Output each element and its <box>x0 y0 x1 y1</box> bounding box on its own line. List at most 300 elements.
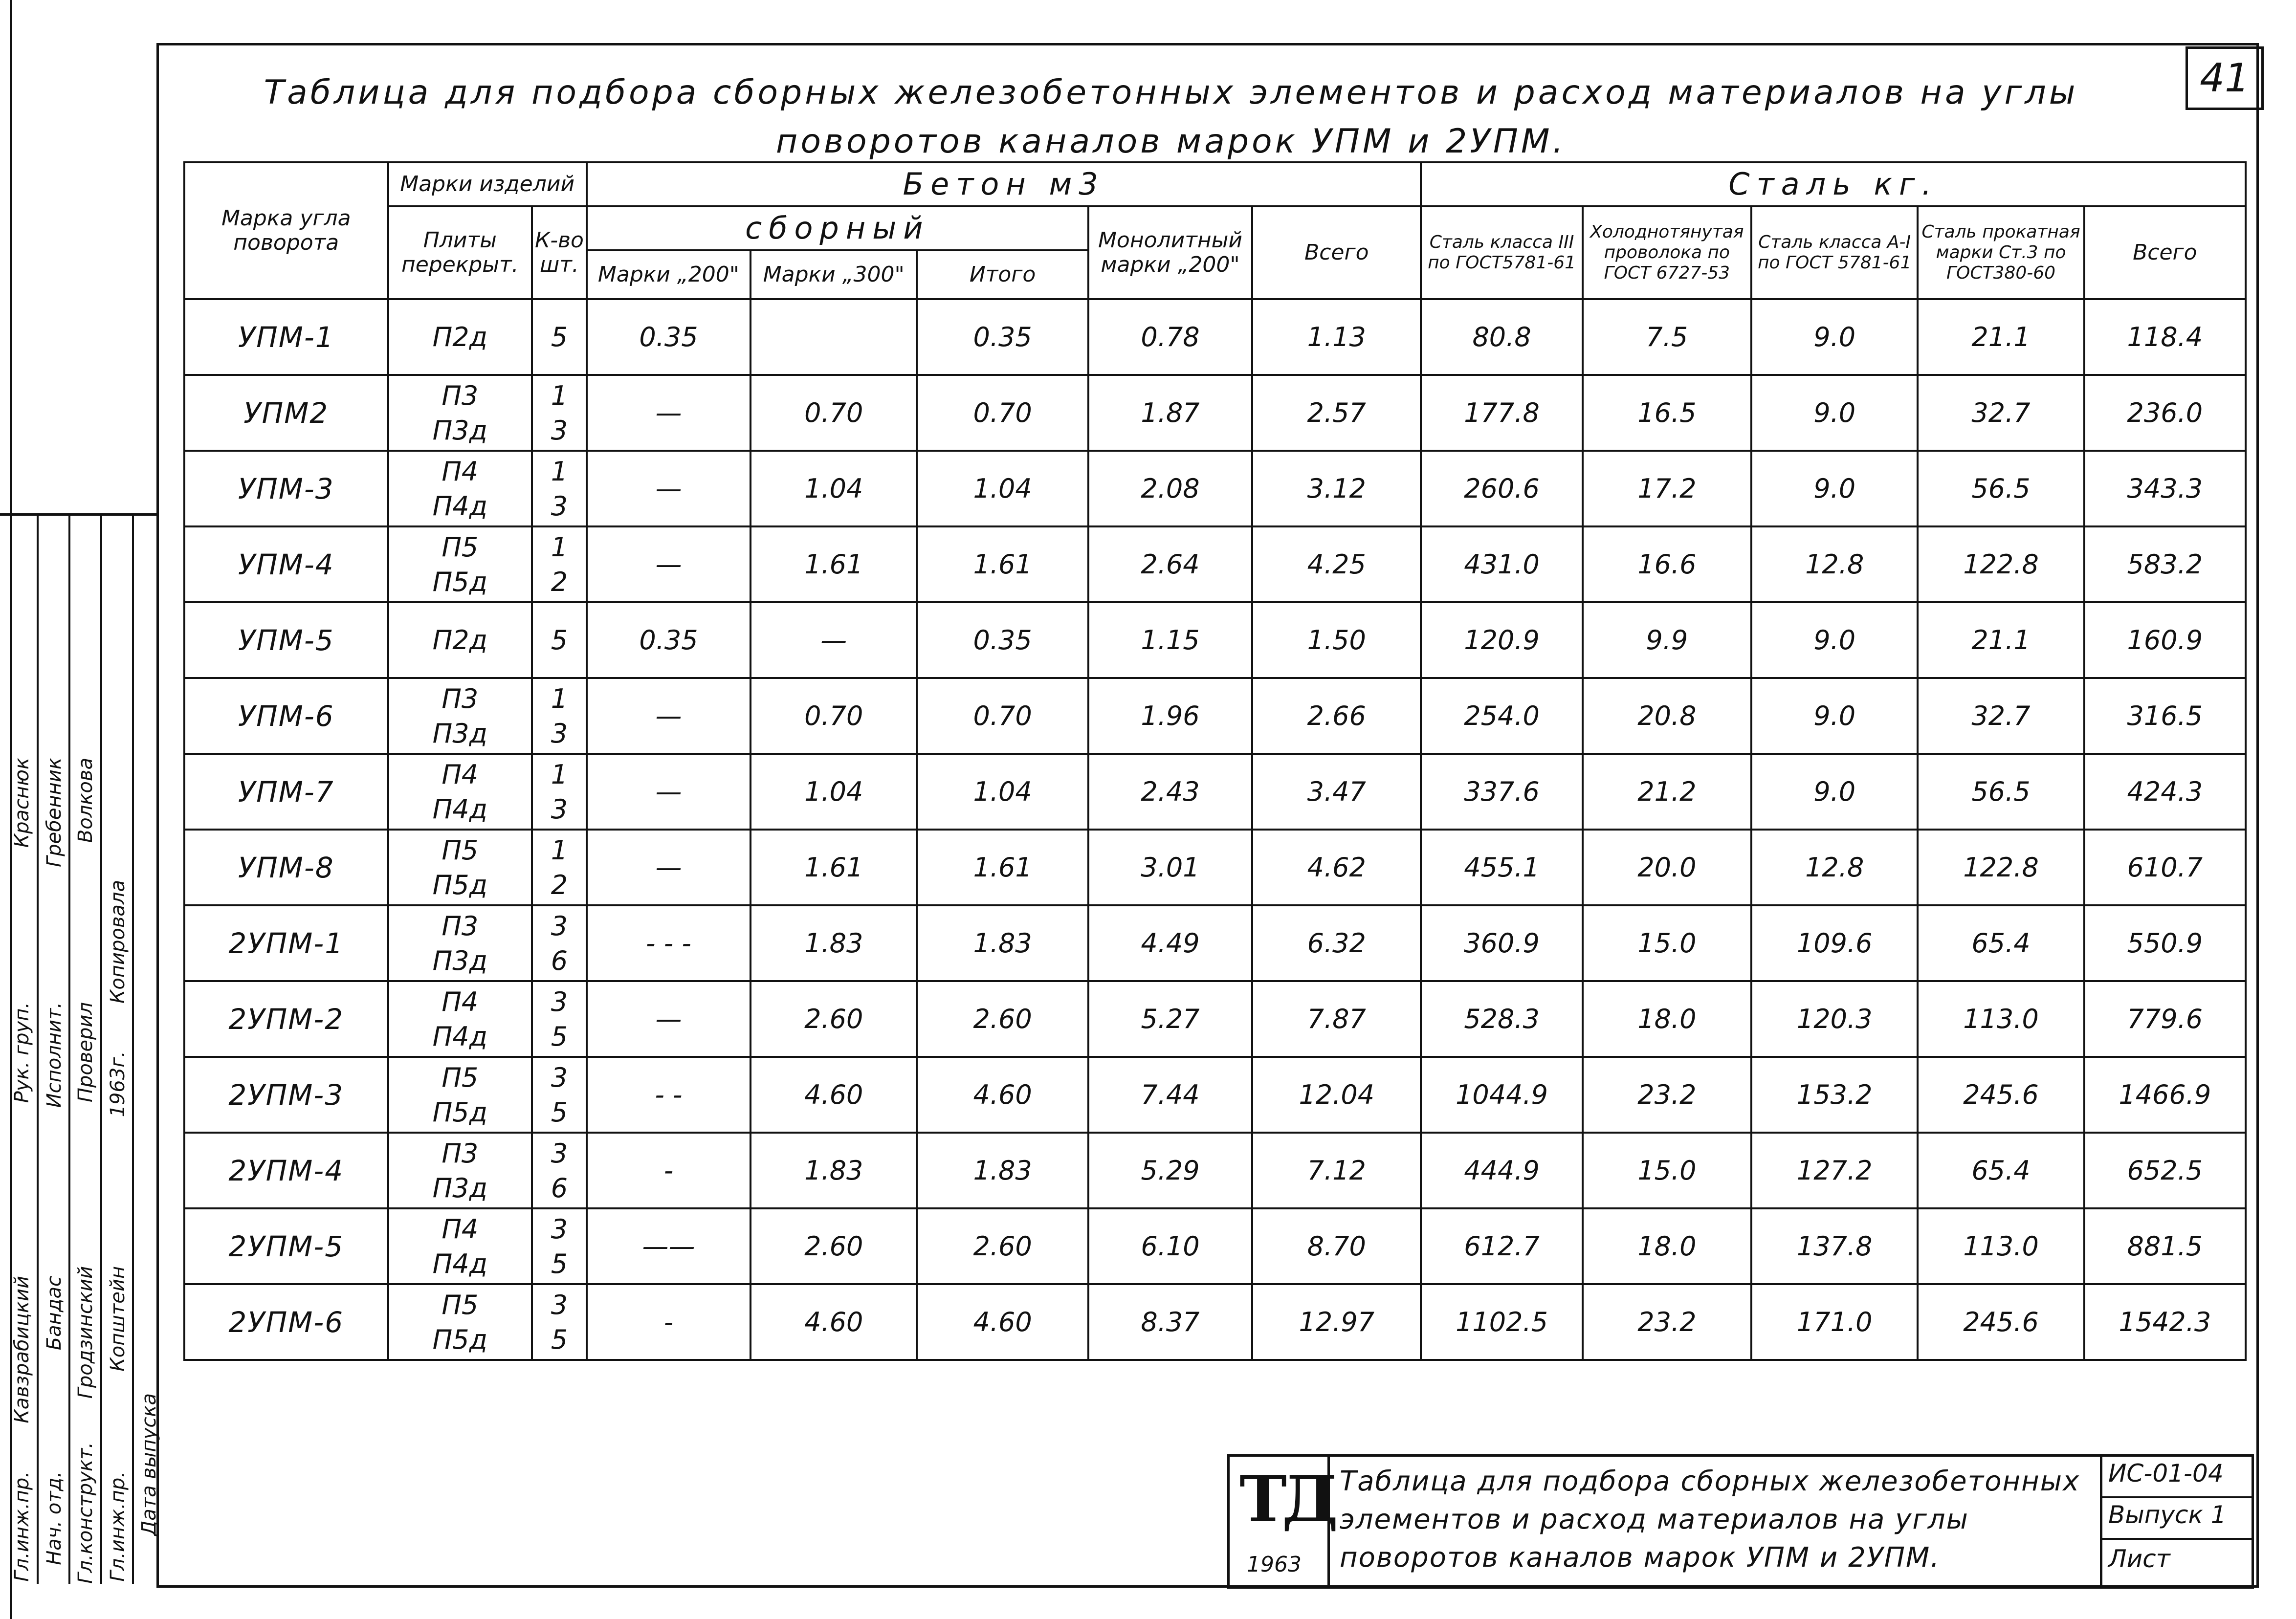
cell-beton-monolit: 2.43 <box>1088 754 1252 830</box>
cell-beton-itogo: 1.61 <box>917 830 1088 905</box>
cell-qty <box>532 602 587 678</box>
table-row <box>184 1057 2246 1133</box>
cell-stal-holodno: 21.2 <box>1583 754 1751 830</box>
plate-mark: П4 <box>442 986 479 1017</box>
table-row <box>184 905 2246 981</box>
cell-mark: УПМ-5 <box>184 602 388 678</box>
cell-beton-marki-300: 4.60 <box>751 1057 917 1133</box>
cell-mark: 2УПМ-5 <box>184 1208 388 1284</box>
cell-beton-marki-300: 2.60 <box>751 1208 917 1284</box>
cell-stal-iii: 120.9 <box>1421 602 1582 678</box>
stamp-title: Таблица для подбора сборных железобетонных элементов и расход материалов на углы поворотов каналов марок УПМ и 2УПМ. <box>1340 1466 2080 1574</box>
cell-beton-monolit: 1.87 <box>1088 375 1252 451</box>
header-marki-200: Марки „200" <box>587 250 751 299</box>
cell-stal-holodno: 16.6 <box>1583 526 1751 602</box>
cell-stal-ai: 127.2 <box>1751 1133 1918 1208</box>
materials-table <box>183 161 2247 1361</box>
cell-stal-iii: 177.8 <box>1421 375 1582 451</box>
plate-mark: П2д <box>432 625 487 656</box>
cell-beton-vsego: 2.57 <box>1252 375 1421 451</box>
table-row <box>184 526 2246 602</box>
side-name-6: Гродзинский <box>74 1266 97 1399</box>
cell-stal-vsego: 779.6 <box>2084 981 2246 1057</box>
cell-beton-itogo: 0.35 <box>917 602 1088 678</box>
cell-stal-ai: 9.0 <box>1751 678 1918 754</box>
cell-plates <box>388 526 532 602</box>
cell-stal-vsego: 118.4 <box>2084 299 2246 375</box>
plate-qty: 3 <box>551 1213 568 1245</box>
cell-stal-vsego: 343.3 <box>2084 451 2246 526</box>
side-role-8: Гл.инж.пр. <box>107 1471 129 1582</box>
cell-mark: 2УПМ-6 <box>184 1284 388 1360</box>
header-prokat: Сталь прокатная марки Ст.3 по ГОСТ380-60 <box>1918 206 2084 299</box>
cell-qty <box>532 981 587 1057</box>
cell-mark: 2УПМ-2 <box>184 981 388 1057</box>
cell-beton-marki-200: — <box>587 526 751 602</box>
plate-mark: П3д <box>432 1172 487 1203</box>
cell-stal-ai: 12.8 <box>1751 830 1918 905</box>
cell-stal-holodno: 16.5 <box>1583 375 1751 451</box>
cell-beton-marki-200: - - <box>587 1057 751 1133</box>
side-divider <box>100 513 102 1584</box>
cell-stal-holodno: 7.5 <box>1583 299 1751 375</box>
plate-mark: П4д <box>432 793 487 825</box>
cell-stal-ai: 9.0 <box>1751 754 1918 830</box>
cell-stal-prokat: 21.1 <box>1918 602 2084 678</box>
cell-beton-marki-200: 0.35 <box>587 602 751 678</box>
side-divider <box>37 513 39 1584</box>
side-role-7: Гл.конструкт. <box>74 1442 97 1584</box>
side-year: 1963г. <box>107 1051 129 1117</box>
plate-qty: 3 <box>551 718 568 749</box>
plate-qty: 6 <box>551 1172 568 1203</box>
cell-mark: 2УПМ-4 <box>184 1133 388 1208</box>
cell-stal-prokat: 245.6 <box>1918 1057 2084 1133</box>
cell-beton-vsego: 7.12 <box>1252 1133 1421 1208</box>
cell-plates <box>388 981 532 1057</box>
cell-beton-monolit: 0.78 <box>1088 299 1252 375</box>
stamp-codes <box>2100 1457 2254 1586</box>
table-row <box>184 375 2246 451</box>
cell-stal-holodno: 15.0 <box>1583 905 1751 981</box>
cell-plates <box>388 905 532 981</box>
header-stal-iii: Сталь класса III по ГОСТ5781-61 <box>1421 206 1582 299</box>
cell-stal-prokat: 65.4 <box>1918 905 2084 981</box>
cell-stal-iii: 528.3 <box>1421 981 1582 1057</box>
cell-beton-marki-200: 0.35 <box>587 299 751 375</box>
cell-stal-prokat: 122.8 <box>1918 830 2084 905</box>
plate-mark: П3 <box>442 910 479 941</box>
table-row <box>184 830 2246 905</box>
header-sbornyi: сборный <box>587 206 1088 250</box>
table-row <box>184 754 2246 830</box>
cell-beton-marki-300 <box>751 299 917 375</box>
plate-mark: П3 <box>442 683 479 714</box>
document-code: ИС-01-04 <box>2102 1459 2254 1498</box>
cell-beton-vsego: 4.62 <box>1252 830 1421 905</box>
side-name-7: Копштейн <box>107 1266 129 1372</box>
header-marki-izdeliy: Марки изделий <box>388 162 587 206</box>
sheet-label: Лист <box>2108 1545 2170 1573</box>
cell-mark: УПМ-8 <box>184 830 388 905</box>
plate-qty: 1 <box>551 683 568 714</box>
cell-plates <box>388 830 532 905</box>
cell-qty <box>532 905 587 981</box>
cell-beton-vsego: 1.50 <box>1252 602 1421 678</box>
cell-stal-iii: 254.0 <box>1421 678 1582 754</box>
header-stal: Сталь кг. <box>1421 162 2246 206</box>
cell-qty <box>532 678 587 754</box>
cell-plates <box>388 299 532 375</box>
cell-stal-vsego: 583.2 <box>2084 526 2246 602</box>
logo-letters: ТД <box>1239 1462 1334 1536</box>
cell-stal-vsego: 160.9 <box>2084 602 2246 678</box>
cell-qty <box>532 299 587 375</box>
cell-beton-monolit: 5.27 <box>1088 981 1252 1057</box>
cell-stal-vsego: 652.5 <box>2084 1133 2246 1208</box>
side-name-3: Волкова <box>74 758 97 843</box>
cell-stal-ai: 9.0 <box>1751 451 1918 526</box>
table-row <box>184 1133 2246 1208</box>
cell-stal-ai: 171.0 <box>1751 1284 1918 1360</box>
header-kolvo: К-во шт. <box>532 206 587 299</box>
cell-beton-marki-200: - - - <box>587 905 751 981</box>
cell-beton-itogo: 1.83 <box>917 905 1088 981</box>
sheet-number: 41 <box>2186 46 2264 110</box>
cell-stal-ai: 109.6 <box>1751 905 1918 981</box>
cell-beton-vsego: 6.32 <box>1252 905 1421 981</box>
plate-mark: П3д <box>432 415 487 446</box>
cell-stal-iii: 612.7 <box>1421 1208 1582 1284</box>
cell-plates <box>388 1057 532 1133</box>
cell-beton-monolit: 7.44 <box>1088 1057 1252 1133</box>
cell-stal-vsego: 236.0 <box>2084 375 2246 451</box>
side-name-2: Гребенник <box>43 758 66 868</box>
cell-beton-marki-300: 1.04 <box>751 754 917 830</box>
cell-beton-itogo: 4.60 <box>917 1057 1088 1133</box>
publisher-logo <box>1230 1457 1334 1586</box>
side-role-3: Проверил <box>74 1002 97 1103</box>
cell-beton-vsego: 12.97 <box>1252 1284 1421 1360</box>
cell-qty <box>532 1284 587 1360</box>
cell-beton-marki-200: —— <box>587 1208 751 1284</box>
cell-qty <box>532 451 587 526</box>
signature-block <box>0 513 160 1589</box>
plate-qty: 2 <box>551 869 568 900</box>
title-line-2: поворотов каналов марок УПМ и 2УПМ. <box>775 122 1567 161</box>
plate-qty: 5 <box>551 1248 568 1279</box>
cell-stal-vsego: 1466.9 <box>2084 1057 2246 1133</box>
table-row <box>184 1284 2246 1360</box>
cell-plates <box>388 602 532 678</box>
cell-beton-monolit: 5.29 <box>1088 1133 1252 1208</box>
cell-stal-prokat: 21.1 <box>1918 299 2084 375</box>
cell-stal-vsego: 1542.3 <box>2084 1284 2246 1360</box>
plate-qty: 3 <box>551 793 568 825</box>
plate-mark: П4д <box>432 490 487 522</box>
header-marki-300: Марки „300" <box>751 250 917 299</box>
side-role-1: Рук. груп. <box>11 1002 33 1103</box>
cell-qty <box>532 1057 587 1133</box>
cell-stal-holodno: 20.8 <box>1583 678 1751 754</box>
cell-beton-marki-200: — <box>587 375 751 451</box>
cell-beton-vsego: 2.66 <box>1252 678 1421 754</box>
side-name-1: Краснюк <box>11 758 33 848</box>
plate-qty: 5 <box>551 1021 568 1052</box>
cell-stal-iii: 431.0 <box>1421 526 1582 602</box>
table-row <box>184 981 2246 1057</box>
cell-stal-iii: 260.6 <box>1421 451 1582 526</box>
header-beton: Бетон м3 <box>587 162 1421 206</box>
cell-qty <box>532 754 587 830</box>
cell-beton-marki-300: — <box>751 602 917 678</box>
cell-mark: 2УПМ-3 <box>184 1057 388 1133</box>
plate-mark: П3 <box>442 380 479 411</box>
cell-qty <box>532 1208 587 1284</box>
cell-qty <box>532 1133 587 1208</box>
side-role-4: Копировала <box>107 880 129 1004</box>
cell-beton-marki-300: 1.61 <box>751 830 917 905</box>
cell-beton-marki-300: 1.83 <box>751 1133 917 1208</box>
cell-plates <box>388 1284 532 1360</box>
cell-stal-holodno: 15.0 <box>1583 1133 1751 1208</box>
cell-beton-marki-200: - <box>587 1133 751 1208</box>
table-row <box>184 451 2246 526</box>
table-body <box>184 299 2246 1360</box>
plate-qty: 1 <box>551 531 568 563</box>
cell-plates <box>388 1208 532 1284</box>
cell-stal-iii: 337.6 <box>1421 754 1582 830</box>
cell-beton-itogo: 1.61 <box>917 526 1088 602</box>
cell-beton-monolit: 2.64 <box>1088 526 1252 602</box>
plate-qty: 3 <box>551 415 568 446</box>
side-divider <box>132 513 134 1584</box>
cell-beton-itogo: 2.60 <box>917 1208 1088 1284</box>
cell-stal-iii: 455.1 <box>1421 830 1582 905</box>
plate-qty: 5 <box>551 1324 568 1355</box>
cell-stal-iii: 360.9 <box>1421 905 1582 981</box>
cell-mark: 2УПМ-1 <box>184 905 388 981</box>
plate-qty: 1 <box>551 834 568 866</box>
cell-beton-vsego: 12.04 <box>1252 1057 1421 1133</box>
cell-stal-vsego: 424.3 <box>2084 754 2246 830</box>
plate-mark: П4 <box>442 759 479 790</box>
cell-stal-holodno: 9.9 <box>1583 602 1751 678</box>
plate-qty: 3 <box>551 1289 568 1320</box>
cell-beton-itogo: 1.83 <box>917 1133 1088 1208</box>
plate-mark: П3д <box>432 945 487 976</box>
cell-plates <box>388 375 532 451</box>
cell-beton-vsego: 4.25 <box>1252 526 1421 602</box>
cell-beton-itogo: 1.04 <box>917 451 1088 526</box>
plate-mark: П5 <box>442 531 479 563</box>
table-row <box>184 602 2246 678</box>
side-role-5: Гл.инж.пр. <box>11 1471 33 1582</box>
cell-beton-itogo: 0.70 <box>917 678 1088 754</box>
header-marka: Марка угла поворота <box>184 162 388 299</box>
header-stal-ai: Сталь класса А-I по ГОСТ 5781-61 <box>1751 206 1918 299</box>
plate-mark: П5д <box>432 869 487 900</box>
cell-stal-vsego: 610.7 <box>2084 830 2246 905</box>
header-vsego-beton: Всего <box>1252 206 1421 299</box>
cell-beton-marki-200: — <box>587 451 751 526</box>
cell-beton-vsego: 1.13 <box>1252 299 1421 375</box>
cell-stal-holodno: 23.2 <box>1583 1057 1751 1133</box>
cell-beton-marki-300: 4.60 <box>751 1284 917 1360</box>
plate-qty: 5 <box>551 625 568 656</box>
side-role-9: Дата выпуска <box>138 1393 160 1536</box>
cell-stal-vsego: 550.9 <box>2084 905 2246 981</box>
cell-stal-ai: 9.0 <box>1751 299 1918 375</box>
side-role-2: Исполнит. <box>43 1002 66 1108</box>
plate-qty: 1 <box>551 380 568 411</box>
plate-mark: П4 <box>442 1213 479 1245</box>
plate-mark: П5 <box>442 1289 479 1320</box>
cell-beton-marki-300: 0.70 <box>751 678 917 754</box>
cell-mark: УПМ-3 <box>184 451 388 526</box>
cell-beton-marki-200: — <box>587 830 751 905</box>
plate-mark: П5 <box>442 1062 479 1093</box>
cell-stal-ai: 137.8 <box>1751 1208 1918 1284</box>
plate-qty: 5 <box>551 1096 568 1128</box>
cell-beton-marki-200: - <box>587 1284 751 1360</box>
plate-mark: П4 <box>442 456 479 487</box>
side-role-6: Нач. отд. <box>43 1471 66 1565</box>
cell-stal-holodno: 18.0 <box>1583 981 1751 1057</box>
cell-beton-monolit: 2.08 <box>1088 451 1252 526</box>
plate-mark: П3 <box>442 1138 479 1169</box>
cell-beton-vsego: 3.12 <box>1252 451 1421 526</box>
header-holodnotyanutaya: Холоднотянутая проволока по ГОСТ 6727-53 <box>1583 206 1751 299</box>
cell-stal-vsego: 881.5 <box>2084 1208 2246 1284</box>
table-row <box>184 299 2246 375</box>
cell-stal-vsego: 316.5 <box>2084 678 2246 754</box>
plate-mark: П4д <box>432 1021 487 1052</box>
cell-stal-ai: 9.0 <box>1751 602 1918 678</box>
page-title <box>205 68 2137 166</box>
cell-mark: УПМ-6 <box>184 678 388 754</box>
cell-stal-prokat: 32.7 <box>1918 678 2084 754</box>
plate-qty: 3 <box>551 1138 568 1169</box>
cell-beton-marki-200: — <box>587 754 751 830</box>
issue-number: Выпуск 1 <box>2102 1501 2254 1540</box>
cell-beton-itogo: 4.60 <box>917 1284 1088 1360</box>
cell-plates <box>388 678 532 754</box>
plate-mark: П5д <box>432 1096 487 1128</box>
side-divider <box>68 513 70 1584</box>
header-vsego-stal: Всего <box>2084 206 2246 299</box>
header-itogo: Итого <box>917 250 1088 299</box>
header-monolit: Монолитный марки „200" <box>1088 206 1252 299</box>
cell-stal-iii: 80.8 <box>1421 299 1582 375</box>
cell-mark: УПМ-7 <box>184 754 388 830</box>
plate-qty: 3 <box>551 910 568 941</box>
cell-stal-prokat: 56.5 <box>1918 451 2084 526</box>
plate-qty: 1 <box>551 759 568 790</box>
plate-qty: 3 <box>551 986 568 1017</box>
cell-stal-prokat: 65.4 <box>1918 1133 2084 1208</box>
cell-stal-prokat: 56.5 <box>1918 754 2084 830</box>
cell-stal-holodno: 18.0 <box>1583 1208 1751 1284</box>
cell-beton-itogo: 0.70 <box>917 375 1088 451</box>
plate-mark: П5д <box>432 1324 487 1355</box>
plate-qty: 1 <box>551 456 568 487</box>
plate-qty: 2 <box>551 566 568 597</box>
cell-beton-marki-300: 1.04 <box>751 451 917 526</box>
cell-stal-holodno: 20.0 <box>1583 830 1751 905</box>
cell-beton-vsego: 3.47 <box>1252 754 1421 830</box>
cell-stal-prokat: 113.0 <box>1918 981 2084 1057</box>
cell-beton-monolit: 1.15 <box>1088 602 1252 678</box>
plate-qty: 3 <box>551 1062 568 1093</box>
cell-beton-marki-200: — <box>587 981 751 1057</box>
logo-year: 1963 <box>1247 1552 1302 1577</box>
cell-stal-iii: 1044.9 <box>1421 1057 1582 1133</box>
cell-stal-prokat: 113.0 <box>1918 1208 2084 1284</box>
cell-stal-ai: 12.8 <box>1751 526 1918 602</box>
cell-stal-holodno: 23.2 <box>1583 1284 1751 1360</box>
cell-beton-vsego: 7.87 <box>1252 981 1421 1057</box>
cell-stal-holodno: 17.2 <box>1583 451 1751 526</box>
cell-stal-iii: 1102.5 <box>1421 1284 1582 1360</box>
cell-stal-ai: 153.2 <box>1751 1057 1918 1133</box>
cell-beton-itogo: 1.04 <box>917 754 1088 830</box>
cell-beton-marki-300: 0.70 <box>751 375 917 451</box>
cell-beton-itogo: 2.60 <box>917 981 1088 1057</box>
table-row <box>184 1208 2246 1284</box>
cell-qty <box>532 375 587 451</box>
cell-stal-ai: 120.3 <box>1751 981 1918 1057</box>
cell-beton-itogo: 0.35 <box>917 299 1088 375</box>
plate-mark: П5 <box>442 834 479 866</box>
header-plity: Плиты перекрыт. <box>388 206 532 299</box>
side-name-4: Кавзрабицкий <box>11 1276 33 1423</box>
cell-beton-monolit: 4.49 <box>1088 905 1252 981</box>
cell-stal-prokat: 32.7 <box>1918 375 2084 451</box>
cell-qty <box>532 830 587 905</box>
cell-beton-monolit: 8.37 <box>1088 1284 1252 1360</box>
cell-beton-monolit: 3.01 <box>1088 830 1252 905</box>
cell-beton-marki-300: 1.83 <box>751 905 917 981</box>
cell-qty <box>532 526 587 602</box>
title-stamp <box>1227 1454 2254 1589</box>
cell-beton-monolit: 6.10 <box>1088 1208 1252 1284</box>
cell-stal-prokat: 245.6 <box>1918 1284 2084 1360</box>
cell-plates <box>388 754 532 830</box>
cell-stal-iii: 444.9 <box>1421 1133 1582 1208</box>
plate-mark: П3д <box>432 718 487 749</box>
plate-qty: 6 <box>551 945 568 976</box>
plate-qty: 5 <box>551 322 568 352</box>
cell-beton-marki-300: 1.61 <box>751 526 917 602</box>
cell-mark: УПМ2 <box>184 375 388 451</box>
plate-mark: П2д <box>432 322 487 352</box>
cell-mark: УПМ-4 <box>184 526 388 602</box>
title-line-1: Таблица для подбора сборных железобетонных элементов и расход материалов на углы <box>264 73 2078 112</box>
table-row <box>184 678 2246 754</box>
cell-mark: УПМ-1 <box>184 299 388 375</box>
side-name-5: Бандас <box>43 1276 66 1351</box>
cell-stal-prokat: 122.8 <box>1918 526 2084 602</box>
cell-plates <box>388 451 532 526</box>
cell-beton-monolit: 1.96 <box>1088 678 1252 754</box>
cell-beton-vsego: 8.70 <box>1252 1208 1421 1284</box>
plate-qty: 3 <box>551 490 568 522</box>
cell-beton-marki-300: 2.60 <box>751 981 917 1057</box>
plate-mark: П4д <box>432 1248 487 1279</box>
cell-beton-marki-200: — <box>587 678 751 754</box>
cell-plates <box>388 1133 532 1208</box>
